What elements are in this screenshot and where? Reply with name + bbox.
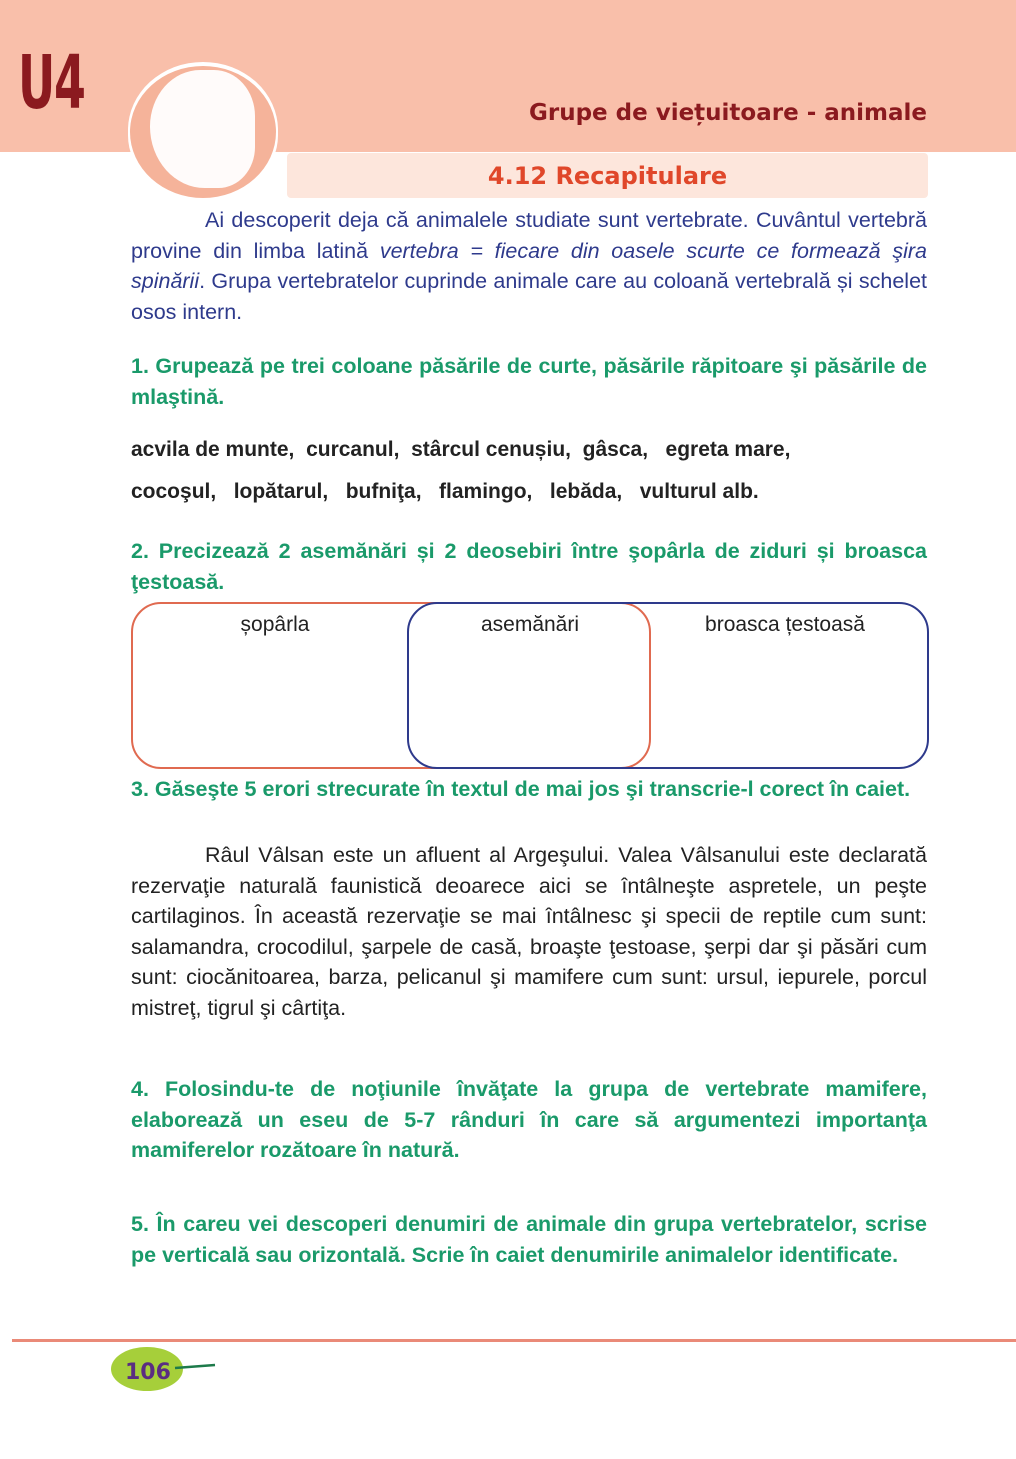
intro-text: Ai descoperit deja că animalele studiate sunt vertebrate. Cuvântul vertebră provine din limba latină xyxy=(131,208,927,263)
unit-label: U4 xyxy=(18,40,85,126)
exercise-4-prompt: 4. Folosindu-te de noţiunile învăţate la grupa de vertebrate mamifere, elaborează un eseu de 5-7 rânduri în care să argumentezi importanţa mamiferelor rozătoare în natură. xyxy=(131,1077,927,1162)
exercise-1-words-line1: acvila de munte, curcanul, stârcul cenușiu, gâsca, egreta mare, xyxy=(131,438,791,461)
exercise-1-words-line2: cocoşul, lopătarul, bufniţa, flamingo, lebăda, vulturul alb. xyxy=(131,480,759,503)
venn-label-left: șopârla xyxy=(240,613,310,636)
footer-rule xyxy=(12,1339,1016,1342)
animal-silhouette-icon xyxy=(150,70,255,188)
page-number: 106 xyxy=(125,1360,171,1385)
venn-label-middle: asemănări xyxy=(480,613,580,636)
intro-definition: vertebra = fiecare din oasele scurte ce formează şira spinării xyxy=(131,238,927,293)
exercise-5-prompt: 5. În careu vei descoperi denumiri de animale din grupa vertebratelor, scrise pe verticală sau orizontală. Scrie în caiet denumirile animalelor identificate. xyxy=(131,1212,927,1267)
venn-label-right: broasca țestoasă xyxy=(705,613,865,636)
intro-text-end: . Grupa vertebratelor cuprinde animale care au coloană vertebrală și schelet osos intern. xyxy=(131,269,927,324)
lesson-title: 4.12 Recapitulare xyxy=(487,162,728,190)
exercise-1-prompt: 1. Grupează pe trei coloane păsările de curte, păsările răpitoare şi păsările de mlaştină. xyxy=(131,354,927,409)
exercise-3-text: Râul Vâlsan este un afluent al Argeşului. Valea Vâlsanului este declarată rezervaţie naturală faunistică deoarece aici se întâlneşte aspretele, un peşte cartilaginos. În această rezervaţie se mai întâlnesc şi specii de reptile cum sunt: salamandra, crocodilul, şarpele de casă, broaşte ţestoase, şerpi dar şi păsări cum sunt: ciocănitoarea, barza, pelicanul şi mamifere cum sunt: ursul, iepurele, porcul mistreţ, tigrul şi cârtiţa. xyxy=(131,843,927,1020)
chapter-title: Grupe de viețuitoare - animale xyxy=(528,100,927,126)
intro-paragraph xyxy=(131,205,927,327)
exercise-2-prompt: 2. Precizează 2 asemănări și 2 deosebiri între şopârla de ziduri și broasca ţestoasă. xyxy=(131,539,927,594)
exercise-3-prompt: 3. Găseşte 5 erori strecurate în textul de mai jos şi transcrie-l corect în caiet. xyxy=(131,777,911,801)
